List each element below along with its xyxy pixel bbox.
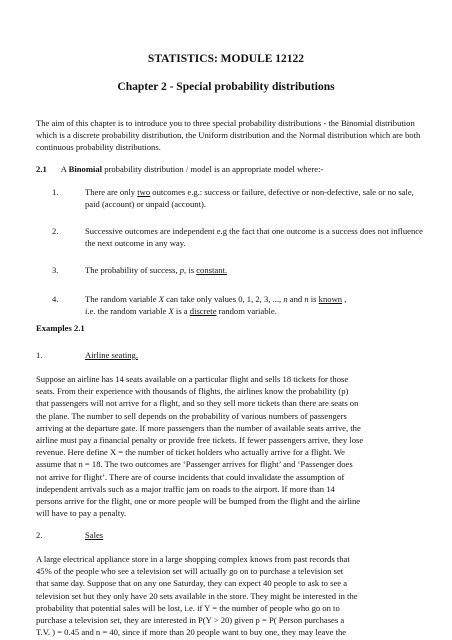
item-var-n: n (304, 294, 309, 304)
item-var-x: X (158, 294, 164, 304)
section-2-1-lead (36, 163, 428, 175)
list-item (85, 293, 425, 317)
chapter-title: Chapter 2 - Special probability distributions (117, 81, 335, 93)
item-text: and (287, 294, 305, 304)
item-text: random variable. (216, 306, 277, 317)
section-number: 2.1 (36, 164, 47, 174)
example-2-body (36, 553, 428, 638)
text-line: that passengers will not arrive for a flight, and so they sell more tickets than there are seats on (36, 398, 359, 409)
text-line: will have to pay a penalty. (36, 508, 127, 519)
intro-paragraph: The aim of this chapter is to introduce you to three special probability distributions - the Binomial distribution which is a discrete probability distribution, the Uniform distribution and the Normal distribution which are both continuous probability distributions. (36, 118, 421, 153)
item-text: The random variable (85, 294, 159, 304)
lead-text-b: probability distribution / model is an appropriate model where:- (102, 164, 324, 174)
text-line: persons arrive for the flight, one or more people will be bumped from the flight and the airline (36, 496, 361, 507)
text-line: that same day. Suppose that on any one Saturday, they can expect 40 people to ask to see a (36, 578, 348, 589)
item-var-p: p (179, 265, 185, 275)
text-line: the plane. The number to sell depends on the probability of various numbers of passengers (36, 410, 347, 421)
item-text: The probability of success, (85, 265, 180, 275)
text-line: purchase a television set, they are interested in P(Y > 20) given p = P( Person purchases a (36, 615, 345, 626)
text-line: A large electrical appliance store in a large shopping complex knows from past records that (36, 554, 350, 564)
text-line: not arrive for flight’. There are of course incidents that could invalidate the assumption of (36, 471, 345, 482)
list-number: 4. (52, 294, 59, 304)
text-line: arriving at the departure gate. If more passengers than the number of available seats arrive, the (36, 422, 361, 433)
text-line: probability that potential sales will be lost, i.e. if Y = the number of people who go on to (36, 602, 340, 613)
item-underline: constant. (196, 265, 228, 275)
list-number: 2. (52, 226, 59, 236)
list-item: Successive outcomes are independent e.g the fact that one outcome is a success does not influence the next outcome in any way. (85, 226, 423, 249)
item-text: outcomes e.g.: success or failure, defective or non-defective, sale or no sale, paid (account) or unpaid (account). (85, 187, 414, 210)
list-item (85, 186, 425, 210)
item-var-x: X (168, 306, 174, 317)
item-text: i.e. the random variable (85, 306, 169, 317)
example-1-body (36, 373, 428, 519)
item-text: There are only (85, 187, 138, 197)
item-text: is (308, 294, 319, 304)
item-var-n: n (283, 294, 288, 304)
example-number: 2. (36, 530, 43, 540)
list-item (85, 264, 425, 276)
text-line: revenue. Here define X = the number of ticket holders who actually arrive for a flight. We (36, 447, 345, 458)
text-line: independent arrivals such as a major traffic jam on roads to the airport. If more than 14 (36, 483, 335, 494)
text-line: airline must pay a financial penalty or provide free tickets. If fewer passengers arrive, they lose (36, 435, 364, 446)
text-line: assume that n = 18. The two outcomes are ‘Passenger arrives for flight’ and ‘Passenger does (36, 459, 353, 470)
text-line: T.V. ) = 0.45 and n = 40, since if more than 20 people want to buy one, they may leave the (36, 627, 347, 638)
item-underline: known (318, 294, 343, 304)
text-line: Suppose an airline has 14 seats available on a particular flight and sells 18 tickets for those (36, 374, 349, 384)
item-text: is a (173, 306, 190, 317)
text-line: seats. From their experience with thousands of flights, the airlines know the probability (p) (36, 386, 349, 397)
text-line: 45% of the people who see a television set will actually go on to purchase a television set (36, 566, 344, 577)
list-number: 3. (52, 265, 59, 275)
text-line: television set but they only have 20 sets available in the store. They might be interested in the (36, 590, 358, 601)
item-text: can take only values 0, 1, 2, 3, ..., (163, 294, 284, 304)
item-text: , is (184, 265, 197, 275)
lead-binomial: Binomial (68, 164, 103, 174)
lead-text-a: A (60, 164, 69, 174)
list-number: 1. (52, 187, 59, 197)
examples-heading: Examples 2.1 (36, 323, 85, 333)
module-title: STATISTICS: MODULE 12122 (147, 53, 305, 65)
item-text: , (342, 294, 347, 304)
item-underline: discrete (189, 306, 217, 317)
example-title: Airline seating. (85, 350, 138, 360)
item-underline: two (137, 187, 151, 197)
example-number: 1. (36, 350, 43, 360)
example-title: Sales (85, 530, 104, 540)
